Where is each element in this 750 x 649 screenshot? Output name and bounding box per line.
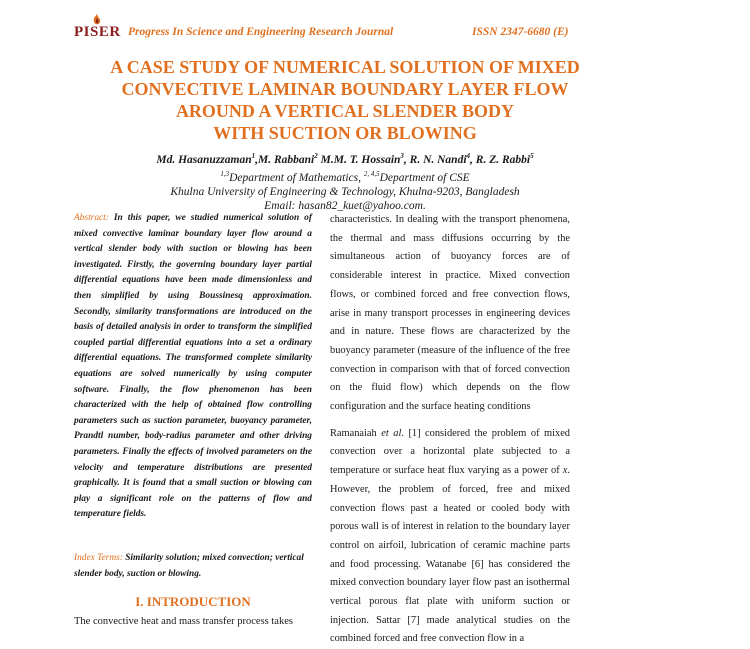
- abstract-text: In this paper, we studied numerical solution of mixed convective laminar boundary layer flow around a vertical slender body with suction or blowing has been investigated. Firstly, the governing boundary layer partial differential equations have been made dimensionless and then simplified by using Boussinesq approximation. Secondly, similarity transformations are introduced on the basis of detailed analysis in order to transform the simplified coupled partial differential equations into a set a ordinary differential equations. The transformed complete similarity equations are solved numerically by using computer software. Finally, the flow phenomenon has been characterized with the help of obtained flow controlling parameters such as suction parameter, buoyancy parameter, Prandtl number, body-radius parameter and other driving parameters. Finally the effects of involved parameters on the velocity and temperature distributions are presented graphically. It is found that a small suction or blowing can play a significant role on the patterns of flow and temperature fields.: [74, 213, 312, 520]
- title-line-3: AROUND A VERTICAL SLENDER BODY: [175, 101, 515, 121]
- author-names: Md. Hasanuzzaman$^1$,M. Rabbani$^2$ M.M. T. Hossain$^3$, R. N. Nandi$^4$, R. Z. Rabbi$^5$: [156, 152, 534, 166]
- title-line-2: CONVECTIVE LAMINAR BOUNDARY LAYER FLOW: [121, 79, 569, 99]
- index-terms-label: Index Terms:: [74, 553, 123, 563]
- email: Email: hasan82_kuet@yahoo.com.: [264, 199, 426, 212]
- section-heading: I. INTRODUCTION: [135, 594, 251, 609]
- paragraph-2: Ramanaiah et al. [1] considered the problem of mixed convection over a horizontal plate subjected to a temperature or surface heat flux varying as a power of x. However, the problem of forced, free and mixed convection flows past a heated or cooled body with porous wall is of interest in relation to the boundary layer control on airfoil, lubrication of ceramic machine parts and food processing. Watanabe [6] has considered the mixed convection boundary layer flow past an isothermal vertical porous flat plate with uniform suction or injection. Sattar [7] made analytical studies on the combined forced and free convection flow in a: [330, 427, 571, 645]
- title-line-1: A CASE STUDY OF NUMERICAL SOLUTION OF MIXED: [110, 57, 580, 77]
- abstract: [74, 211, 312, 523]
- title-line-4: WITH SUCTION OR BLOWING: [213, 123, 477, 143]
- right-column: [330, 211, 570, 649]
- intro-text: The convective heat and mass transfer process takes: [74, 616, 293, 627]
- index-terms-text: Similarity solution; mixed convection; vertical slender body, suction or blowing.: [74, 553, 304, 579]
- page-header: [74, 14, 594, 44]
- paragraph-1: characteristics. In dealing with the transport phenomena, the thermal and mass diffusions occurring by the simultaneous action of buoyancy forces are of considerable interest in practice. Mixed convection flows, or combined forced and free convection flows, arise in many transport processes in engineering devices and in nature. These flows are characterized by the buoyancy parameter (measure of the influence of the free convection in comparison with that of forced convection on the fluid flow) which depends on the flow configuration and the surface heating conditions: [330, 214, 570, 413]
- author-5: R. Z. Rabbi: [475, 153, 531, 166]
- author-3: M.M. T. Hossain: [320, 153, 401, 166]
- issn: ISSN 2347-6680 (E): [472, 26, 569, 38]
- piser-logo: [74, 14, 120, 42]
- affiliation: $^{1,3}$Department of Mathematics, $^{2, 4,5}$Department of CSE: [220, 169, 470, 184]
- journal-name: Progress In Science and Engineering Research Journal: [128, 26, 394, 38]
- abstract-label: Abstract:: [74, 213, 109, 223]
- author-block: [60, 149, 630, 213]
- index-terms: [74, 551, 312, 582]
- university: Khulna University of Engineering & Technology, Khulna-9203, Bangladesh: [170, 185, 520, 198]
- author-1: Md. Hasanuzzaman: [156, 153, 252, 166]
- logo-text: PISER: [74, 24, 121, 40]
- paper-title: [60, 56, 630, 144]
- author-4: R. N. Nandi: [409, 153, 467, 166]
- author-2: M. Rabbani: [258, 153, 315, 166]
